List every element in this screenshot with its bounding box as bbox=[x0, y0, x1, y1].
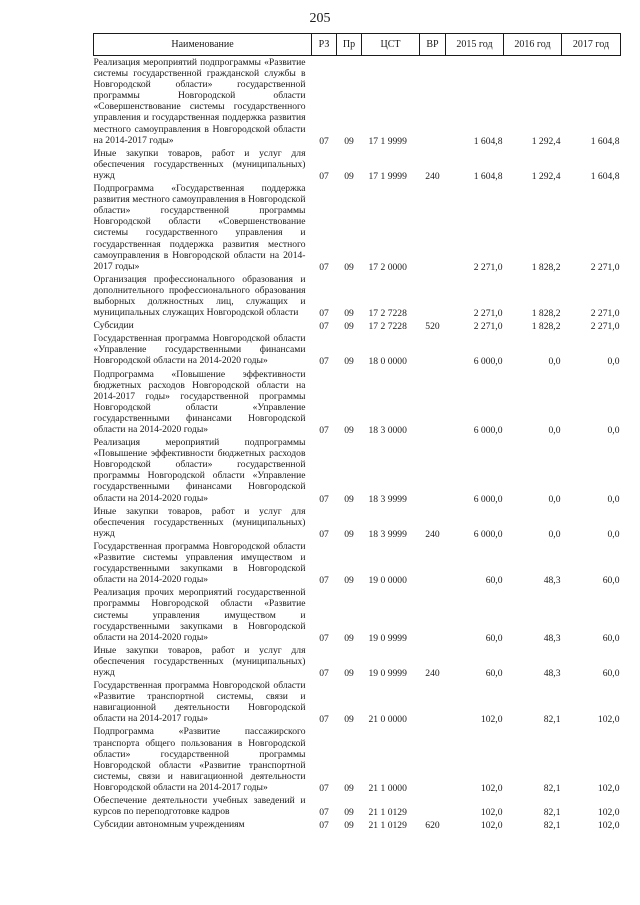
cell-rz: 07 bbox=[319, 782, 329, 794]
cell-name bbox=[94, 56, 312, 147]
cell-vr bbox=[420, 540, 446, 586]
cell-name bbox=[94, 319, 312, 332]
cell-cst: 17 1 9999 bbox=[368, 135, 407, 147]
cell-rz: 07 bbox=[319, 632, 329, 644]
table-row bbox=[94, 147, 621, 182]
table-header-row bbox=[94, 34, 621, 56]
cell-pr: 09 bbox=[344, 261, 354, 273]
cell-2015: 60,0 bbox=[485, 667, 503, 679]
table-body bbox=[94, 56, 621, 832]
cell-pr: 09 bbox=[344, 714, 354, 726]
cell-2016: 0,0 bbox=[548, 425, 561, 436]
cell-name bbox=[94, 725, 312, 794]
cell-pr: 09 bbox=[344, 308, 354, 320]
table-row bbox=[94, 56, 621, 147]
cell-2015: 102,0 bbox=[480, 714, 503, 726]
cell-2016: 1 828,2 bbox=[531, 308, 561, 320]
cell-pr: 09 bbox=[344, 493, 354, 505]
table-row bbox=[94, 368, 621, 437]
cell-pr: 09 bbox=[344, 632, 354, 644]
cell-name bbox=[94, 679, 312, 725]
cell-name bbox=[94, 644, 312, 679]
cell-2015: 60,0 bbox=[485, 575, 503, 587]
cell-cst: 17 2 0000 bbox=[368, 261, 407, 273]
cell-2016: 1 292,4 bbox=[531, 135, 561, 147]
cell-2016: 1 828,2 bbox=[531, 321, 561, 333]
cell-2015: 102,0 bbox=[480, 782, 503, 794]
cell-name bbox=[94, 586, 312, 643]
cell-2015: 1 604,8 bbox=[473, 135, 503, 147]
cell-cst: 17 2 7228 bbox=[368, 308, 407, 320]
cell-2015: 60,0 bbox=[485, 632, 503, 644]
table-row bbox=[94, 319, 621, 332]
cell-2017: 0,0 bbox=[607, 425, 620, 436]
cell-2017: 102,0 bbox=[597, 807, 620, 819]
cell-2016: 1 292,4 bbox=[531, 170, 561, 182]
row-name-text: Подпрограмма «Повышение эффективности бюджетных расходов Новгородской области на 2014-2017 годы» государственной программы Новгородской области «Управление государственными финансами Новгородской области на 2014-2020 годы» bbox=[93, 368, 306, 435]
table-row bbox=[94, 644, 621, 679]
table-row bbox=[94, 182, 621, 273]
cell-2017: 1 604,8 bbox=[590, 135, 620, 147]
cell-2017: 102,0 bbox=[597, 714, 620, 726]
page-number: 205 bbox=[309, 11, 331, 26]
cell-rz: 07 bbox=[319, 170, 329, 182]
cell-pr: 09 bbox=[344, 782, 354, 794]
cell-rz: 07 bbox=[319, 135, 329, 147]
cell-2017: 0,0 bbox=[607, 356, 620, 368]
cell-2016: 0,0 bbox=[548, 493, 561, 505]
cell-name bbox=[94, 505, 312, 540]
cell-cst: 17 1 9999 bbox=[368, 170, 407, 182]
cell-2016: 0,0 bbox=[548, 356, 561, 368]
cell-cst: 18 3 9999 bbox=[368, 493, 407, 505]
cell-name bbox=[94, 368, 312, 437]
cell-pr: 09 bbox=[344, 528, 354, 540]
header-2017: 2017 год bbox=[562, 34, 621, 56]
cell-2015: 6 000,0 bbox=[473, 493, 503, 505]
cell-cst: 21 0 0000 bbox=[368, 714, 407, 726]
cell-vr bbox=[420, 56, 446, 147]
cell-pr: 09 bbox=[344, 170, 354, 182]
cell-rz: 07 bbox=[319, 714, 329, 726]
cell-2016: 48,3 bbox=[543, 575, 561, 587]
table-row bbox=[94, 505, 621, 540]
cell-rz: 07 bbox=[319, 308, 329, 320]
cell-name bbox=[94, 147, 312, 182]
cell-vr: 620 bbox=[425, 820, 440, 832]
header-pr: Пр bbox=[337, 34, 362, 56]
cell-name bbox=[94, 332, 312, 367]
table-row bbox=[94, 679, 621, 725]
cell-cst: 19 0 9999 bbox=[368, 667, 407, 679]
cell-2017: 60,0 bbox=[602, 575, 620, 587]
cell-cst: 18 3 9999 bbox=[368, 528, 407, 540]
cell-rz: 07 bbox=[319, 493, 329, 505]
header-cst: ЦСТ bbox=[362, 34, 420, 56]
header-2016: 2016 год bbox=[504, 34, 562, 56]
table-row bbox=[94, 818, 621, 831]
cell-vr: 240 bbox=[425, 667, 440, 679]
cell-2016: 48,3 bbox=[543, 667, 561, 679]
cell-2017: 60,0 bbox=[602, 667, 620, 679]
row-name-text: Реализация прочих мероприятий государственной программы Новгородской области «Развитие системы управления имуществом и государственными закупками в Новгородской области на 2014-2020 годы» bbox=[93, 587, 306, 643]
cell-name bbox=[94, 273, 312, 319]
cell-pr: 09 bbox=[344, 575, 354, 587]
row-name-text: Государственная программа Новгородской области «Развитие транспортной системы, связи и навигационной деятельности Новгородской области на 2014-2017 годы» bbox=[93, 680, 306, 725]
cell-pr: 09 bbox=[344, 135, 354, 147]
cell-vr bbox=[420, 368, 446, 437]
cell-vr: 240 bbox=[425, 528, 440, 540]
row-name-text: Реализация мероприятий подпрограммы «Развитие системы государственной гражданской службы в Новгородской области» государственной программы Новгородской области «Совершенствование системы государственного управления и государственная поддержка развития местного самоуправления в Новгородской области на 2014-2017 годы» bbox=[93, 57, 306, 146]
cell-vr bbox=[420, 586, 446, 643]
cell-2016: 48,3 bbox=[543, 632, 561, 644]
table-row bbox=[94, 794, 621, 818]
cell-pr: 09 bbox=[344, 820, 354, 832]
row-name-text: Субсидии bbox=[93, 320, 134, 332]
cell-name bbox=[94, 182, 312, 273]
cell-2017: 2 271,0 bbox=[590, 261, 620, 273]
header-name: Наименование bbox=[94, 34, 312, 56]
header-2015: 2015 год bbox=[446, 34, 504, 56]
cell-2015: 2 271,0 bbox=[473, 308, 503, 320]
cell-2017: 2 271,0 bbox=[590, 321, 620, 333]
cell-name bbox=[94, 540, 312, 586]
row-name-text: Подпрограмма «Государственная поддержка развития местного самоуправления в Новгородской области» государственной программы Новгородской области «Совершенствование системы государственного управления и государственная поддержка развития местного самоуправления в Новгородской области на 2014-2017 годы» bbox=[93, 183, 306, 272]
header-vr: ВР bbox=[420, 34, 446, 56]
cell-rz: 07 bbox=[319, 575, 329, 587]
row-name-text: Государственная программа Новгородской области «Управление государственными финансами Новгородской области на 2014-2020 годы» bbox=[93, 333, 306, 367]
cell-rz: 07 bbox=[319, 528, 329, 540]
cell-name bbox=[94, 794, 312, 818]
cell-pr: 09 bbox=[344, 807, 354, 819]
cell-cst: 21 1 0129 bbox=[368, 820, 407, 832]
table-row bbox=[94, 273, 621, 319]
row-name-text: Обеспечение деятельности учебных заведений и курсов по переподготовке кадров bbox=[93, 795, 306, 818]
cell-2015: 102,0 bbox=[480, 807, 503, 819]
cell-2015: 2 271,0 bbox=[473, 261, 503, 273]
header-rz: РЗ bbox=[312, 34, 337, 56]
cell-2015: 6 000,0 bbox=[473, 356, 503, 368]
cell-rz: 07 bbox=[319, 321, 329, 333]
cell-2015: 6 000,0 bbox=[473, 425, 503, 436]
table-row bbox=[94, 586, 621, 643]
cell-vr bbox=[420, 679, 446, 725]
cell-cst: 19 0 9999 bbox=[368, 632, 407, 644]
cell-2017: 60,0 bbox=[602, 632, 620, 644]
row-name-text: Организация профессионального образования и дополнительного профессионального образования выборных должностных лиц, служащих и муниципальных служащих Новгородской области bbox=[93, 273, 306, 319]
cell-pr: 09 bbox=[344, 425, 354, 436]
cell-vr bbox=[420, 182, 446, 273]
cell-rz: 07 bbox=[319, 425, 329, 436]
cell-cst: 18 0 0000 bbox=[368, 356, 407, 368]
cell-2016: 82,1 bbox=[543, 807, 561, 819]
cell-vr: 520 bbox=[425, 321, 440, 333]
row-name-text: Иные закупки товаров, работ и услуг для обеспечения государственных (муниципальных) нужд bbox=[93, 147, 306, 181]
row-name-text: Субсидии автономным учреждениям bbox=[93, 819, 245, 831]
cell-cst: 21 1 0000 bbox=[368, 782, 407, 794]
row-name-text: Подпрограмма «Развитие пассажирского транспорта общего пользования в Новгородской области» государственной программы Новгородской области «Развитие транспортной системы, связи и навигационной деятельности Новгородской области на 2014-2017 годы» bbox=[93, 726, 306, 793]
table-row bbox=[94, 725, 621, 794]
cell-vr bbox=[420, 725, 446, 794]
cell-name bbox=[94, 818, 312, 831]
cell-rz: 07 bbox=[319, 807, 329, 819]
cell-cst: 17 2 7228 bbox=[368, 321, 407, 333]
cell-rz: 07 bbox=[319, 820, 329, 832]
budget-table bbox=[93, 33, 621, 831]
cell-2017: 102,0 bbox=[597, 782, 620, 794]
cell-vr bbox=[420, 436, 446, 505]
cell-pr: 09 bbox=[344, 321, 354, 333]
cell-name bbox=[94, 436, 312, 505]
cell-vr: 240 bbox=[425, 170, 440, 182]
cell-2015: 2 271,0 bbox=[473, 321, 503, 333]
table-row bbox=[94, 436, 621, 505]
cell-2016: 82,1 bbox=[543, 820, 561, 832]
cell-cst: 18 3 0000 bbox=[368, 425, 407, 436]
row-name-text: Государственная программа Новгородской области «Развитие системы управления имуществом и государственными закупками в Новгородской области на 2014-2020 годы» bbox=[93, 540, 306, 586]
table-row bbox=[94, 540, 621, 586]
cell-rz: 07 bbox=[319, 261, 329, 273]
cell-2017: 0,0 bbox=[607, 528, 620, 540]
cell-2015: 6 000,0 bbox=[473, 528, 503, 540]
cell-2017: 2 271,0 bbox=[590, 308, 620, 320]
table-row bbox=[94, 332, 621, 367]
cell-cst: 21 1 0129 bbox=[368, 807, 407, 819]
cell-vr bbox=[420, 332, 446, 367]
cell-2016: 0,0 bbox=[548, 528, 561, 540]
cell-2016: 82,1 bbox=[543, 782, 561, 794]
cell-cst: 19 0 0000 bbox=[368, 575, 407, 587]
cell-pr: 09 bbox=[344, 667, 354, 679]
cell-rz: 07 bbox=[319, 667, 329, 679]
row-name-text: Иные закупки товаров, работ и услуг для обеспечения государственных (муниципальных) нужд bbox=[93, 505, 306, 539]
cell-2015: 1 604,8 bbox=[473, 170, 503, 182]
cell-2017: 102,0 bbox=[597, 820, 620, 832]
cell-pr: 09 bbox=[344, 356, 354, 368]
cell-2016: 1 828,2 bbox=[531, 261, 561, 273]
cell-2016: 82,1 bbox=[543, 714, 561, 726]
cell-2015: 102,0 bbox=[480, 820, 503, 832]
cell-vr bbox=[420, 794, 446, 818]
cell-rz: 07 bbox=[319, 356, 329, 368]
row-name-text: Реализация мероприятий подпрограммы «Повышение эффективности бюджетных расходов Новгородской области» государственной программы Новгородской области «Управление государственными финансами Новгородской области на 2014-2020 годы» bbox=[93, 437, 306, 504]
cell-2017: 0,0 bbox=[607, 493, 620, 505]
row-name-text: Иные закупки товаров, работ и услуг для обеспечения государственных (муниципальных) нужд bbox=[93, 644, 306, 678]
cell-2017: 1 604,8 bbox=[590, 170, 620, 182]
cell-vr bbox=[420, 273, 446, 319]
